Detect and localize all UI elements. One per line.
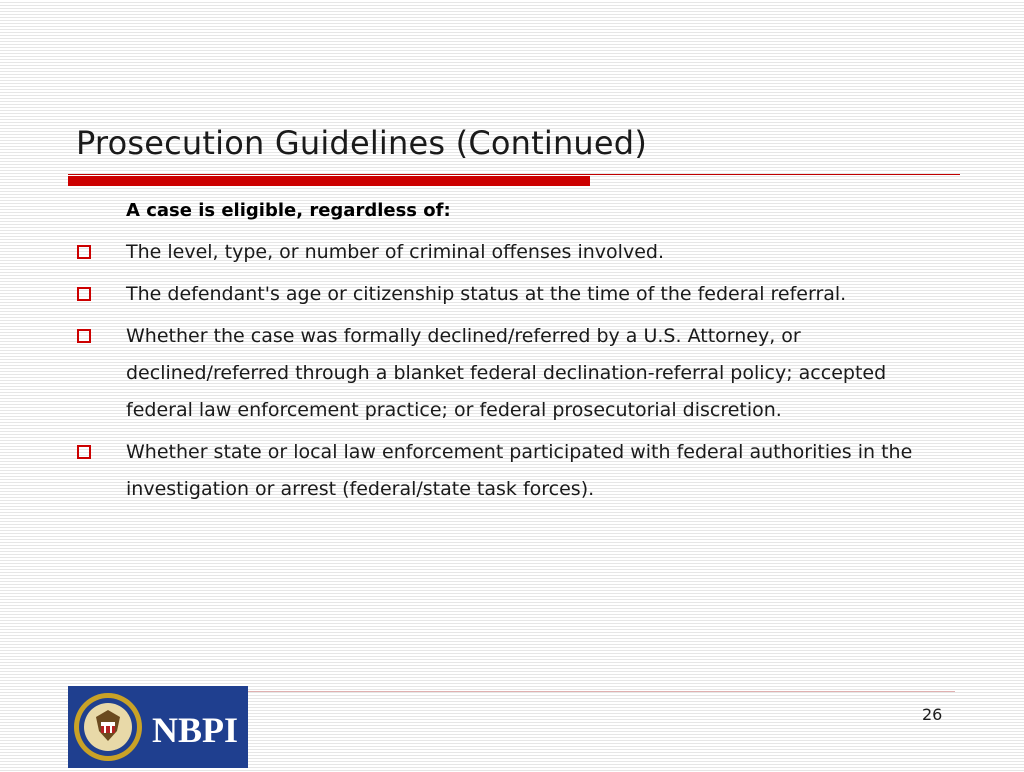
square-bullet-icon	[77, 245, 91, 259]
square-bullet-icon	[77, 445, 91, 459]
bullet-item	[74, 234, 954, 271]
doj-seal-icon	[68, 686, 248, 768]
bullet-item	[74, 276, 954, 313]
square-bullet-icon	[77, 329, 91, 343]
title-accent-bar	[68, 176, 590, 186]
slide-title: Prosecution Guidelines (Continued)	[76, 124, 648, 162]
bullet-text: The defendant's age or citizenship status at the time of the federal referral.	[126, 283, 847, 305]
page-number: 26	[922, 705, 943, 724]
bullet-item	[74, 434, 954, 508]
bullet-text: Whether the case was formally declined/referred by a U.S. Attorney, or declined/referred through a blanket federal declination-referral policy; accepted federal law enforcement practice; or federal prosecutorial discretion.	[126, 325, 887, 421]
footer-divider-line	[248, 691, 955, 692]
title-divider-line	[68, 174, 960, 175]
bullet-text: Whether state or local law enforcement participated with federal authorities in the investigation or arrest (federal/state task forces).	[126, 441, 913, 500]
bullet-item	[74, 318, 954, 429]
square-bullet-icon	[77, 287, 91, 301]
intro-heading: A case is eligible, regardless of:	[126, 200, 451, 221]
logo-wordmark: NBPI	[152, 710, 239, 750]
bullet-text: The level, type, or number of criminal offenses involved.	[126, 241, 664, 263]
bullet-list	[74, 234, 954, 513]
nbpi-logo	[68, 686, 248, 768]
